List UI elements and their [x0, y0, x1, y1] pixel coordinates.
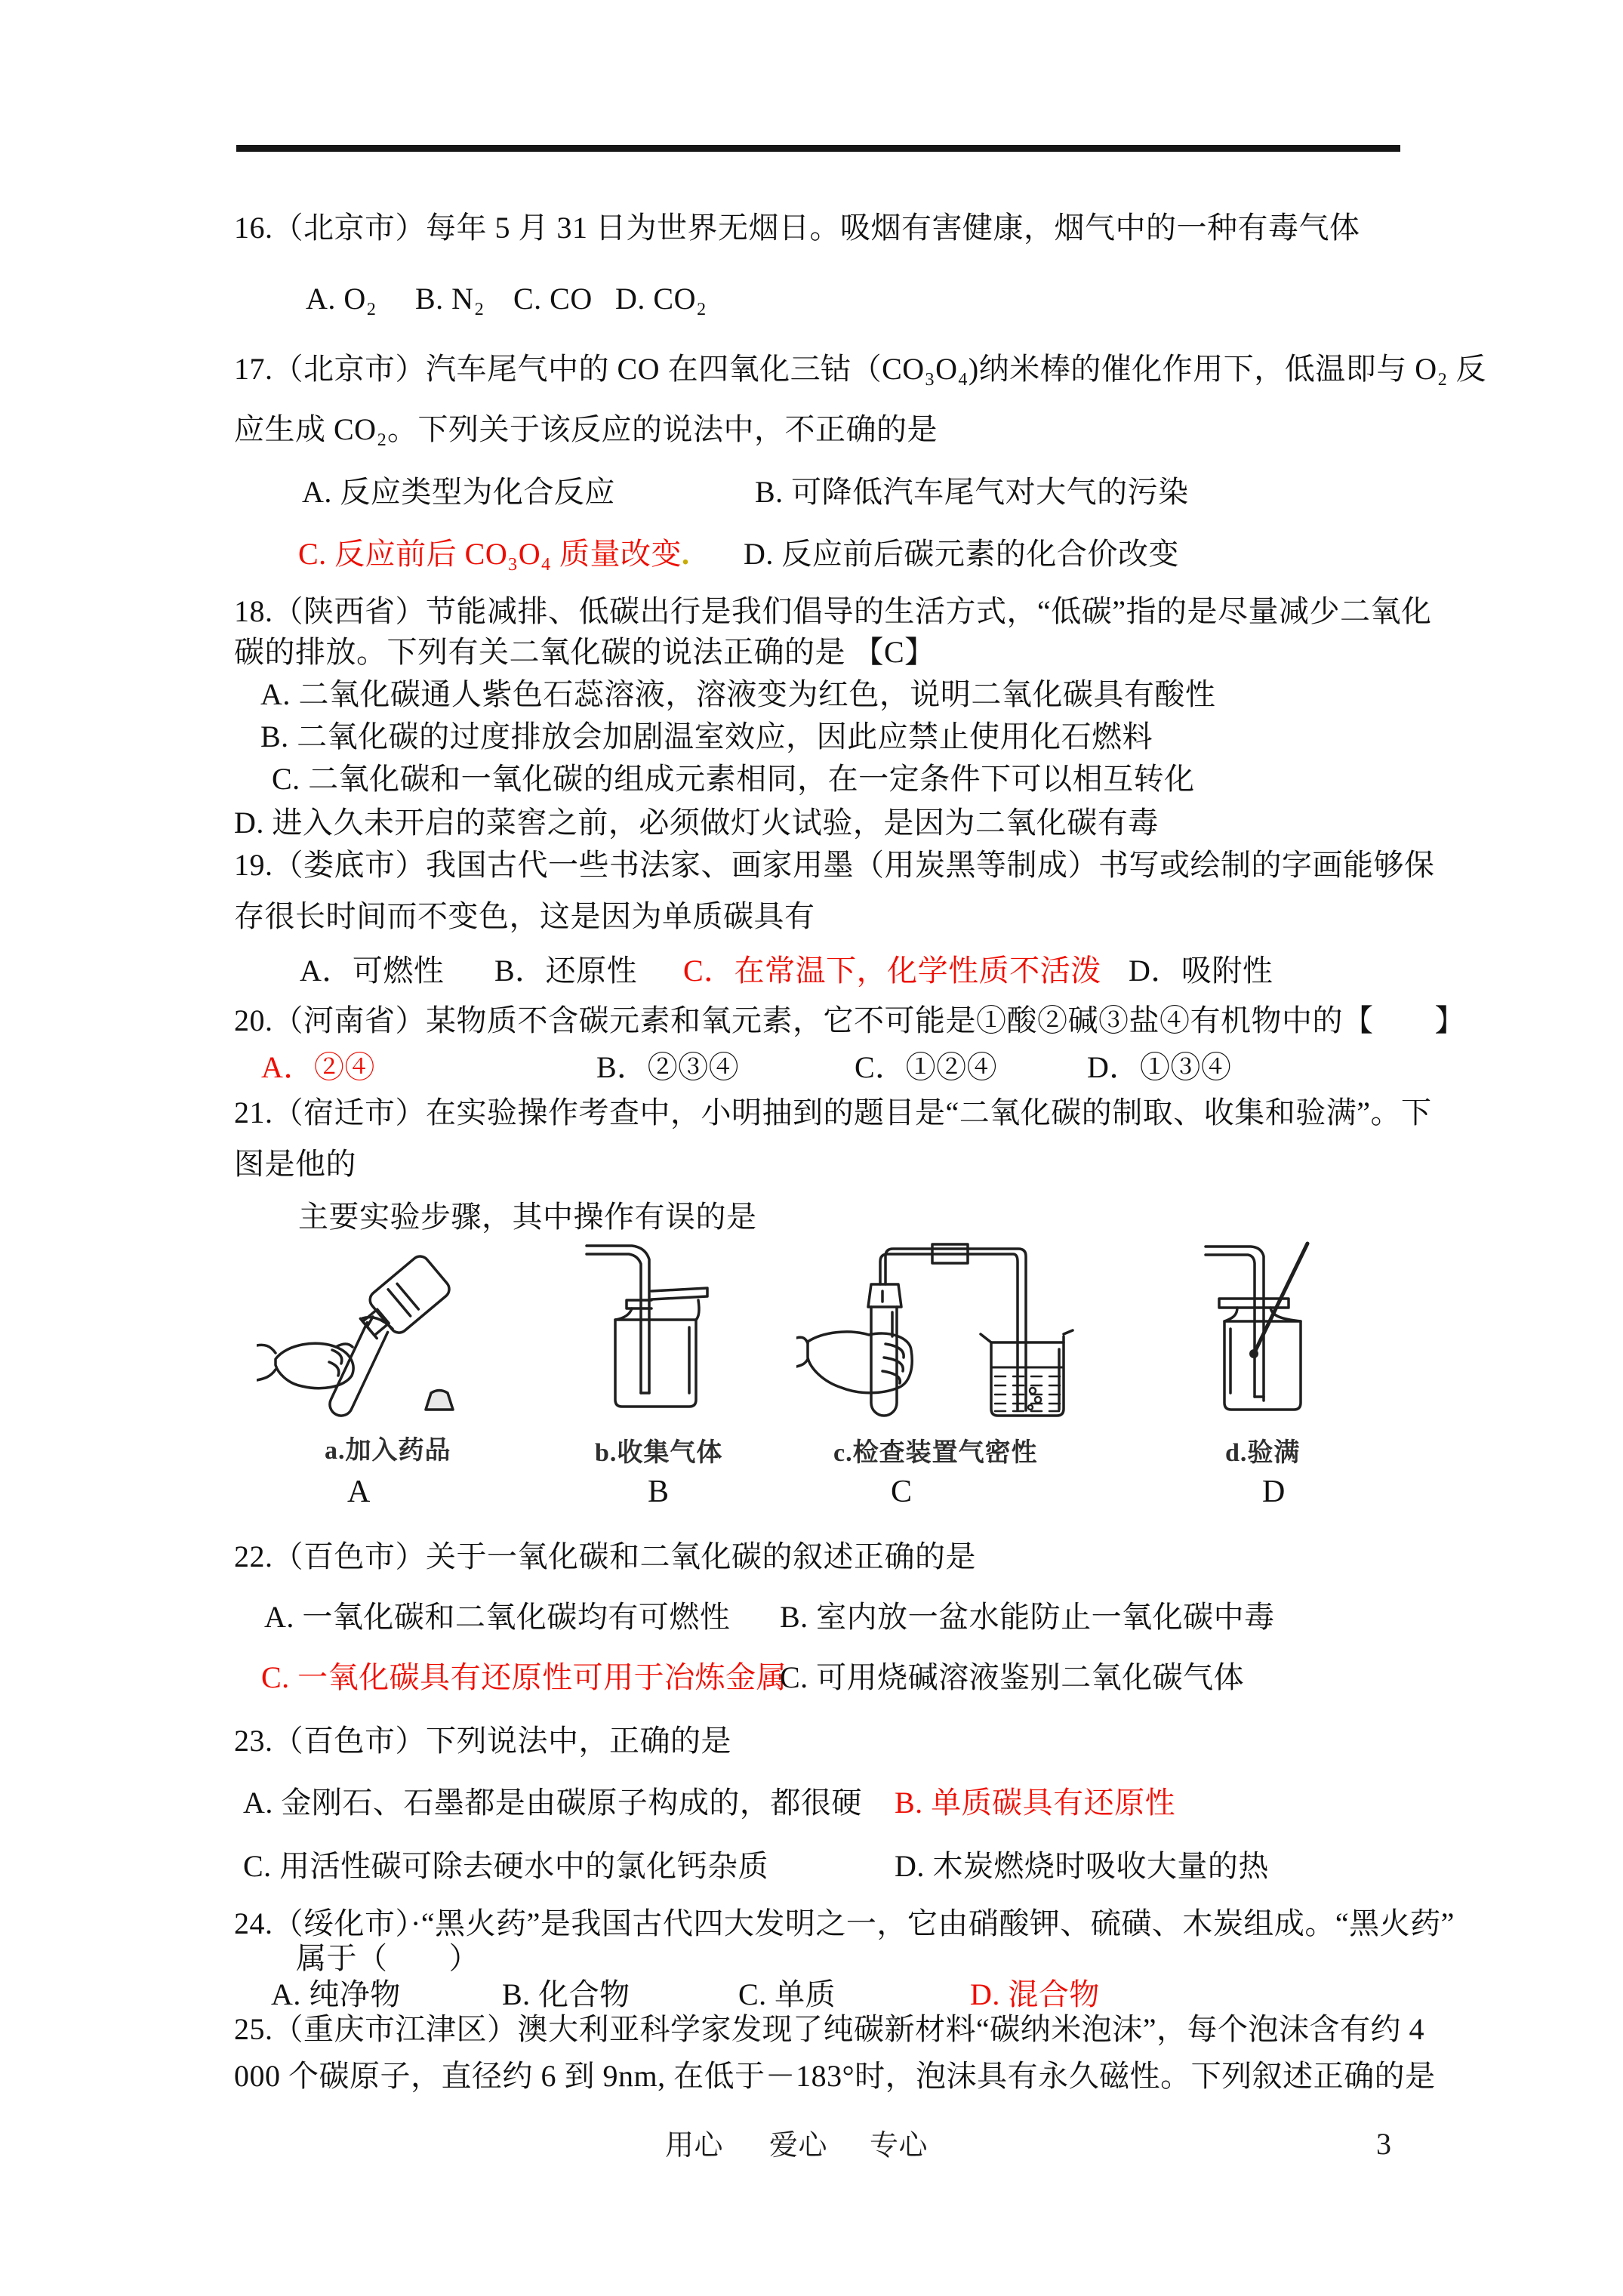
question-18-option-d: D. 进入久未开启的菜窖之前，必须做灯火试验，是因为二氧化碳有毒 [234, 806, 1159, 840]
figure-d-caption: d.验满 [1225, 1439, 1301, 1467]
question-17-stem-line1: 17.（北京市）汽车尾气中的 CO 在四氧化三钴（CO₃O₄)纳米棒的催化作用下，低温即与 O₂ 反 [234, 352, 1487, 386]
question-23-option-b-red: B. 单质碳具有还原性 [895, 1786, 1176, 1820]
question-19-option-c-red: C．在常温下，化学性质不活泼 [683, 954, 1101, 988]
question-16-option-b: B. N₂ [415, 282, 485, 316]
question-18-option-a: A. 二氧化碳通人紫色石蕊溶液，溶液变为红色，说明二氧化碳具有酸性 [260, 677, 1216, 711]
question-23-stem: 23.（百色市）下列说法中，正确的是 [234, 1724, 731, 1758]
question-24-stem-line2: 属于（ ） [296, 1941, 479, 1975]
question-22-option-a: A. 一氧化碳和二氧化碳均有可燃性 [264, 1600, 731, 1634]
question-16-stem: 16.（北京市）每年 5 月 31 日为世界无烟日。吸烟有害健康，烟气中的一种有毒气体 [234, 211, 1360, 245]
question-23-option-d: D. 木炭燃烧时吸收大量的热 [895, 1849, 1269, 1883]
footer-word-1: 用心 [665, 2130, 724, 2162]
question-20-option-d: D．①③④ [1087, 1050, 1232, 1084]
question-25-stem-line1: 25.（重庆市江津区）澳大利亚科学家发现了纯碳新材料“碳纳米泡沫”，每个泡沫含有约 4 [234, 2012, 1425, 2046]
question-20-option-a-red: A．②④ [261, 1050, 375, 1084]
question-24-option-d-red: D. 混合物 [970, 1977, 1100, 2011]
question-21-stem-line1: 21.（宿迁市）在实验操作考查中，小明抽到的题目是“二氧化碳的制取、收集和验满”。下 [234, 1096, 1432, 1130]
question-18-stem-line2: 碳的排放。下列有关二氧化碳的说法正确的是 【C】 [234, 635, 935, 669]
question-19-option-b: B．还原性 [494, 954, 638, 988]
question-22-option-c2: C. 可用烧碱溶液鉴别二氧化碳气体 [780, 1660, 1245, 1694]
figure-verify-full-illustration [1204, 1240, 1355, 1417]
question-17-stem-line2: 应生成 CO₂。下列关于该反应的说法中，不正确的是 [234, 412, 938, 446]
question-17-option-d: D. 反应前后碳元素的化合价改变 [744, 537, 1179, 571]
question-19-stem-line2: 存很长时间而不变色，这是因为单质碳具有 [234, 899, 815, 933]
question-20-option-c: C．①②④ [855, 1050, 998, 1084]
question-21-stem-line3: 主要实验步骤，其中操作有误的是 [298, 1200, 757, 1234]
question-16-option-a: A. O₂ [306, 282, 377, 316]
header-rule [236, 145, 1400, 152]
figure-b-letter: B [648, 1475, 670, 1509]
question-24-option-a: A. 纯净物 [271, 1977, 401, 2011]
question-22-option-b: B. 室内放一盆水能防止一氧化碳中毒 [780, 1600, 1275, 1634]
question-22-stem: 22.（百色市）关于一氧化碳和二氧化碳的叙述正确的是 [234, 1539, 976, 1573]
question-24-option-c: C. 单质 [738, 1977, 836, 2011]
question-16-option-d: D. CO₂ [615, 282, 707, 316]
question-18-option-c: C. 二氧化碳和一氧化碳的组成元素相同，在一定条件下可以相互转化 [272, 762, 1195, 796]
question-17-option-a: A. 反应类型为化合反应 [302, 475, 615, 509]
question-17-yellow-dot: . [682, 537, 690, 571]
question-22-option-c-red: C. 一氧化碳具有还原性可用于冶炼金属 [261, 1660, 787, 1694]
question-21-stem-line2: 图是他的 [234, 1147, 356, 1181]
figure-d-letter: D [1262, 1475, 1286, 1509]
question-23-option-a: A. 金刚石、石墨都是由碳原子构成的，都很硬 [243, 1786, 862, 1820]
question-24-stem-line1: 24.（绥化市）·“黑火药”是我国古代四大发明之一，它由硝酸钾、硫磺、木炭组成。“黑火药” [234, 1906, 1455, 1940]
footer-word-3: 专心 [870, 2130, 929, 2162]
question-18-option-b: B. 二氧化碳的过度排放会加剧温室效应，因此应禁止使用化石燃料 [260, 720, 1153, 754]
question-20-stem: 20.（河南省）某物质不含碳元素和氧元素，它不可能是①酸②碱③盐④有机物中的【 】 [234, 1003, 1465, 1037]
figure-check-airtightness-illustration [796, 1240, 1129, 1421]
figure-b-caption: b.收集气体 [595, 1439, 723, 1467]
question-23-option-c: C. 用活性碳可除去硬水中的氯化钙杂质 [243, 1849, 769, 1883]
figure-collect-gas-illustration [585, 1240, 736, 1413]
figure-add-reagent-illustration [257, 1246, 498, 1419]
figure-c-caption: c.检查装置气密性 [833, 1439, 1038, 1467]
question-17-option-b: B. 可降低汽车尾气对大气的污染 [755, 475, 1189, 509]
question-19-option-a: A．可燃性 [300, 954, 445, 988]
question-18-stem-line1: 18.（陕西省）节能减排、低碳出行是我们倡导的生活方式，“低碳”指的是尽量减少二氧化 [234, 594, 1432, 628]
question-19-option-d: D．吸附性 [1129, 954, 1273, 988]
figure-a-letter: A [347, 1475, 371, 1509]
page-number: 3 [1376, 2127, 1392, 2161]
figure-a-caption: a.加入药品 [325, 1437, 451, 1465]
question-25-stem-line2: 000 个碳原子，直径约 6 到 9nm, 在低于－183°时，泡沫具有永久磁性。下列叙述正确的是 [234, 2059, 1436, 2093]
question-16-option-c: C. CO [513, 282, 593, 316]
footer-word-2: 爱心 [769, 2130, 828, 2162]
question-17-option-c-red: C. 反应前后 CO₃O₄ 质量改变 [298, 537, 682, 571]
question-20-option-b: B．②③④ [596, 1050, 740, 1084]
figure-c-letter: C [891, 1475, 913, 1509]
question-24-option-b: B. 化合物 [502, 1977, 630, 2011]
question-19-stem-line1: 19.（娄底市）我国古代一些书法家、画家用墨（用炭黑等制成）书写或绘制的字画能够保 [234, 848, 1435, 882]
